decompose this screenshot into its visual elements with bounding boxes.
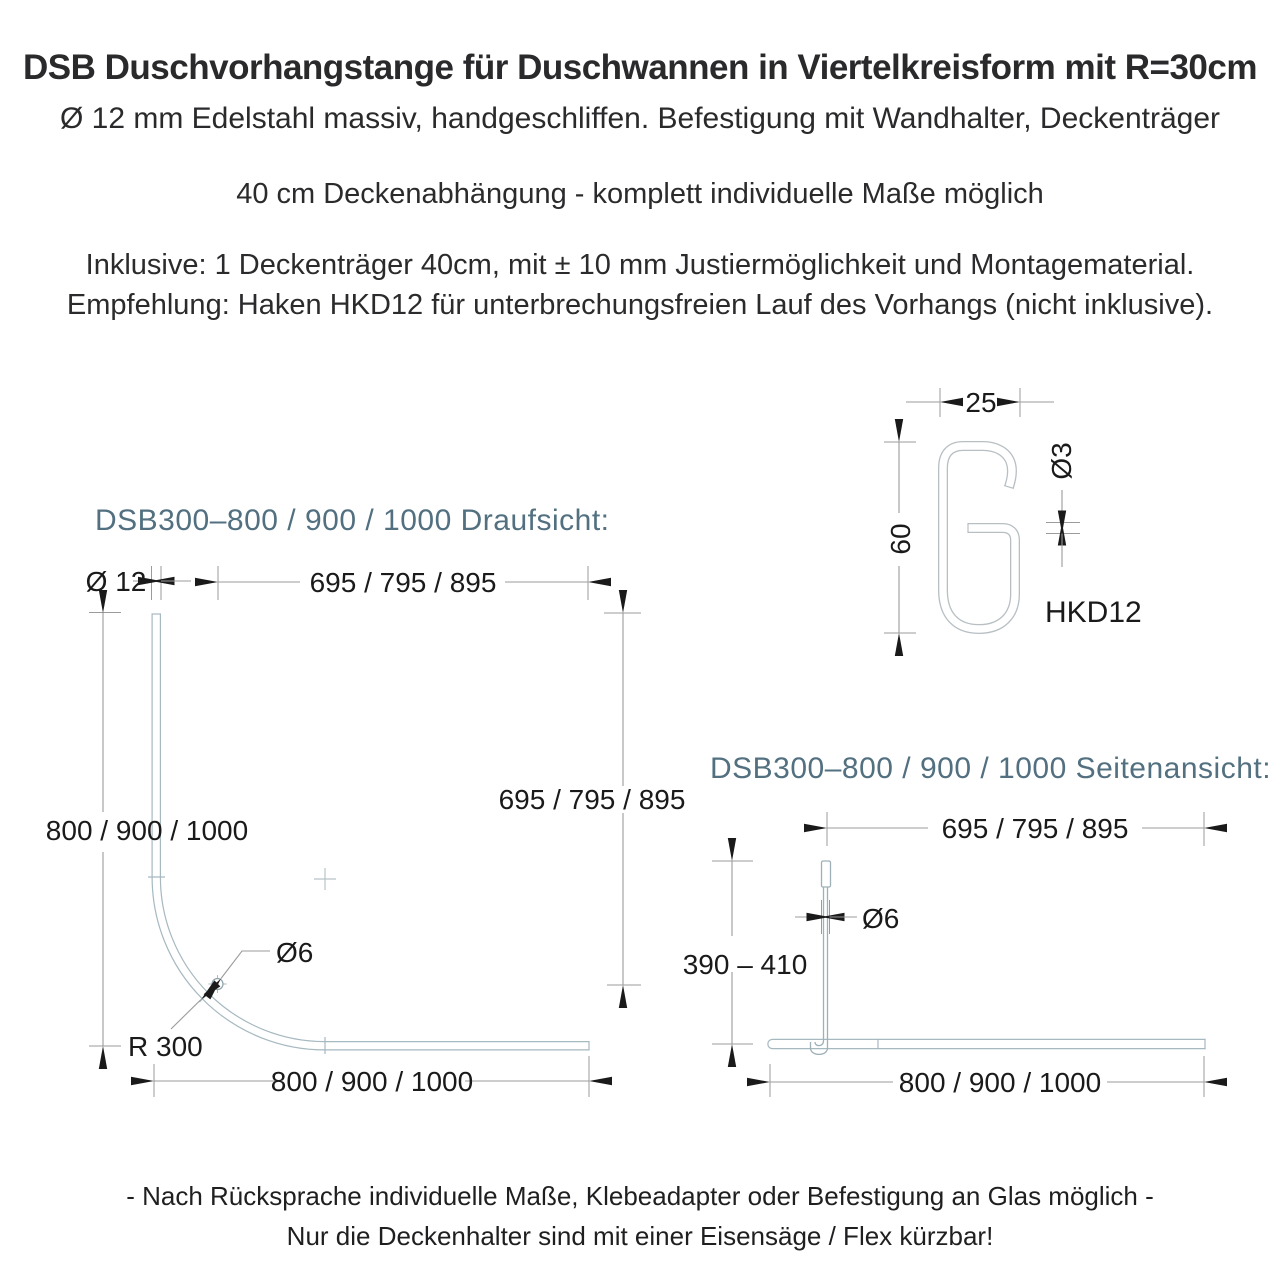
dim-label-hole-diameter: Ø6 [276, 937, 314, 968]
dim-label-side-top-width: 695 / 795 / 895 [941, 813, 1129, 844]
footer-note-shortening: Nur die Deckenhalter sind mit einer Eisensäge / Flex kürzbar! [286, 1221, 994, 1251]
spec-line-included: Inklusive: 1 Deckenträger 40cm, mit ± 10 mm Justiermöglichkeit und Montagematerial. [85, 249, 1195, 281]
ceiling-hanger [811, 861, 831, 1054]
dim-label-bottom-width: 800 / 900 / 1000 [270, 1066, 474, 1097]
dim-label-right-height: 695 / 795 / 895 [498, 784, 686, 815]
hole-leader-line [221, 951, 270, 979]
side-view-drawing [683, 812, 1218, 1098]
dim-label-left-height: 800 / 900 / 1000 [45, 815, 249, 846]
page-title: DSB Duschvorhangstange für Duschwannen in Viertelkreisform mit R=30cm [23, 48, 1257, 87]
dim-label-hanger-height: 390 – 410 [682, 949, 808, 980]
dim-hanger-diameter [795, 900, 857, 934]
wall-holder-hole [209, 975, 227, 993]
footer-note-custom-sizes: - Nach Rücksprache individuelle Maße, Klebeadapter oder Befestigung an Glas möglich - [126, 1181, 1154, 1211]
dim-hook-wire-diameter [1046, 490, 1080, 567]
hook-model-label: HKD12 [1045, 596, 1142, 629]
page-subtitle: Ø 12 mm Edelstahl massiv, handgeschliffen. Befestigung mit Wandhalter, Deckenträger [59, 102, 1221, 135]
bend-center-mark [314, 868, 336, 890]
dim-label-side-bottom-width: 800 / 900 / 1000 [898, 1067, 1102, 1098]
dim-label-hook-width: 25 [965, 387, 997, 418]
top-view-drawing [46, 566, 686, 1097]
spec-line-suspension: 40 cm Deckenabhängung - komplett individuelle Maße möglich [236, 178, 1044, 210]
hook-drawing [884, 387, 1142, 633]
dim-label-hook-wire-diameter: Ø3 [1046, 442, 1077, 480]
dim-label-bend-radius: R 300 [128, 1031, 203, 1062]
curtain-hook-shape [943, 446, 1015, 629]
top-view-heading: DSB300–800 / 900 / 1000 Draufsicht: [95, 504, 610, 537]
dim-label-rod-diameter: Ø 12 [85, 566, 147, 597]
spec-line-recommendation: Empfehlung: Haken HKD12 für unterbrechungsfreien Lauf des Vorhangs (nicht inklusive). [66, 289, 1214, 321]
curtain-rod-side-view [773, 1036, 1218, 1052]
dim-label-top-width: 695 / 795 / 895 [309, 567, 497, 598]
dim-label-hanger-diameter: Ø6 [862, 903, 900, 934]
dim-label-hook-height: 60 [885, 523, 916, 555]
side-view-heading: DSB300–800 / 900 / 1000 Seitenansicht: [710, 752, 1272, 785]
radius-leader-line [171, 1000, 201, 1030]
